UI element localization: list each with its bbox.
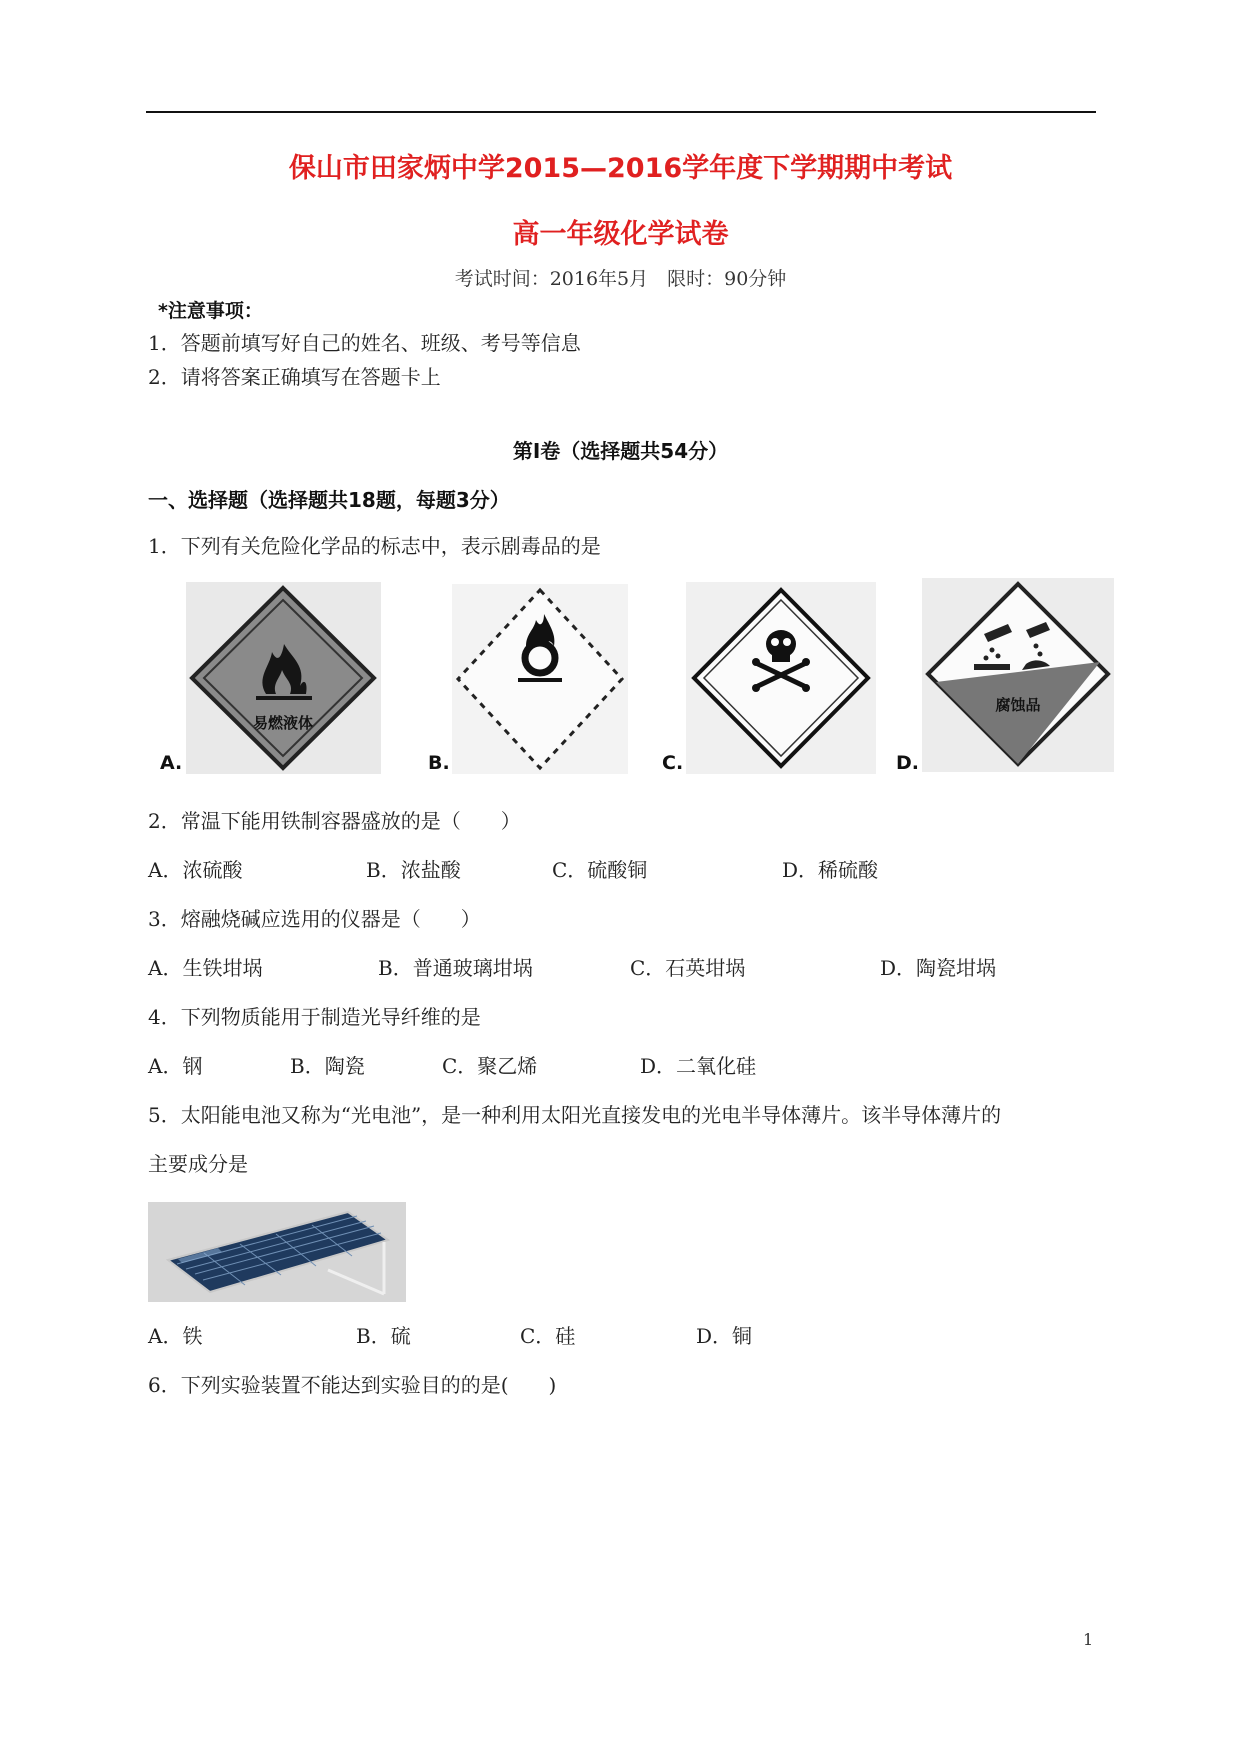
question-4-stem: 4．下列物质能用于制造光导纤维的是: [148, 1005, 481, 1029]
question-2-option: A．浓硫酸: [148, 858, 243, 882]
flame-icon: [186, 582, 381, 774]
header-rule: [146, 111, 1096, 113]
question-4-option: D．二氧化硅: [640, 1054, 757, 1078]
notes-heading: *注意事项：: [158, 300, 263, 322]
sign-label: 易燃液体: [252, 714, 314, 732]
option-letter: A.: [160, 752, 183, 774]
question-5-option: B．硫: [356, 1324, 411, 1348]
oxidizer-icon: [452, 584, 628, 774]
question-2-option: D．稀硫酸: [782, 858, 879, 882]
hazard-sign-d: [922, 578, 1114, 772]
question-4-option: A．钢: [148, 1054, 203, 1078]
question-3-option: D．陶瓷坩埚: [880, 956, 997, 980]
question-6-stem: 6．下列实验装置不能达到实验目的的是( ): [148, 1373, 557, 1397]
question-5-stem-cont: 主要成分是: [148, 1152, 248, 1176]
question-5-option: C．硅: [520, 1324, 576, 1348]
exam-subtitle: 高一年级化学试卷: [512, 219, 729, 250]
question-3-option: B．普通玻璃坩埚: [378, 956, 533, 980]
question-1-stem: 1．下列有关危险化学品的标志中，表示剧毒品的是: [148, 534, 601, 558]
question-4-option: C．聚乙烯: [442, 1054, 538, 1078]
question-5-option: A．铁: [148, 1324, 203, 1348]
option-letter: D.: [896, 752, 919, 774]
corrosive-icon: [922, 578, 1114, 772]
question-2-option: C．硫酸铜: [552, 858, 648, 882]
exam-info: 考试时间：2016年5月 限时：90分钟: [454, 268, 787, 290]
solar-panel-icon: [148, 1202, 406, 1302]
question-3-stem: 3．熔融烧碱应选用的仪器是（ ）: [148, 907, 481, 931]
hazard-sign-a: [186, 582, 381, 774]
hazard-sign-b: [452, 584, 628, 774]
option-letter: C.: [662, 752, 684, 774]
option-letter: B.: [428, 752, 450, 774]
question-5-option: D．铜: [696, 1324, 753, 1348]
page-number: 1: [1083, 1630, 1094, 1649]
question-5-stem: 5．太阳能电池又称为“光电池”，是一种利用太阳光直接发电的光电半导体薄片。该半导体薄片的: [148, 1103, 1002, 1127]
question-2-option: B．浓盐酸: [366, 858, 461, 882]
sign-label: 腐蚀品: [995, 696, 1041, 714]
section-title: 第Ⅰ卷（选择题共54分）: [512, 439, 729, 463]
question-4-option: B．陶瓷: [290, 1054, 365, 1078]
exam-title: 保山市田家炳中学2015—2016学年度下学期期中考试: [288, 153, 953, 184]
question-2-stem: 2．常温下能用铁制容器盛放的是（ ）: [148, 809, 521, 833]
question-3-option: C．石英坩埚: [630, 956, 746, 980]
note-item: 2．请将答案正确填写在答题卡上: [148, 365, 441, 389]
question-3-option: A．生铁坩埚: [148, 956, 263, 980]
hazard-sign-c: [686, 582, 876, 774]
note-item: 1．答题前填写好自己的姓名、班级、考号等信息: [148, 331, 581, 355]
part-title: 一、选择题（选择题共18题，每题3分）: [148, 488, 510, 512]
solar-panel-image: [148, 1202, 406, 1302]
skull-crossbones-icon: [686, 582, 876, 774]
